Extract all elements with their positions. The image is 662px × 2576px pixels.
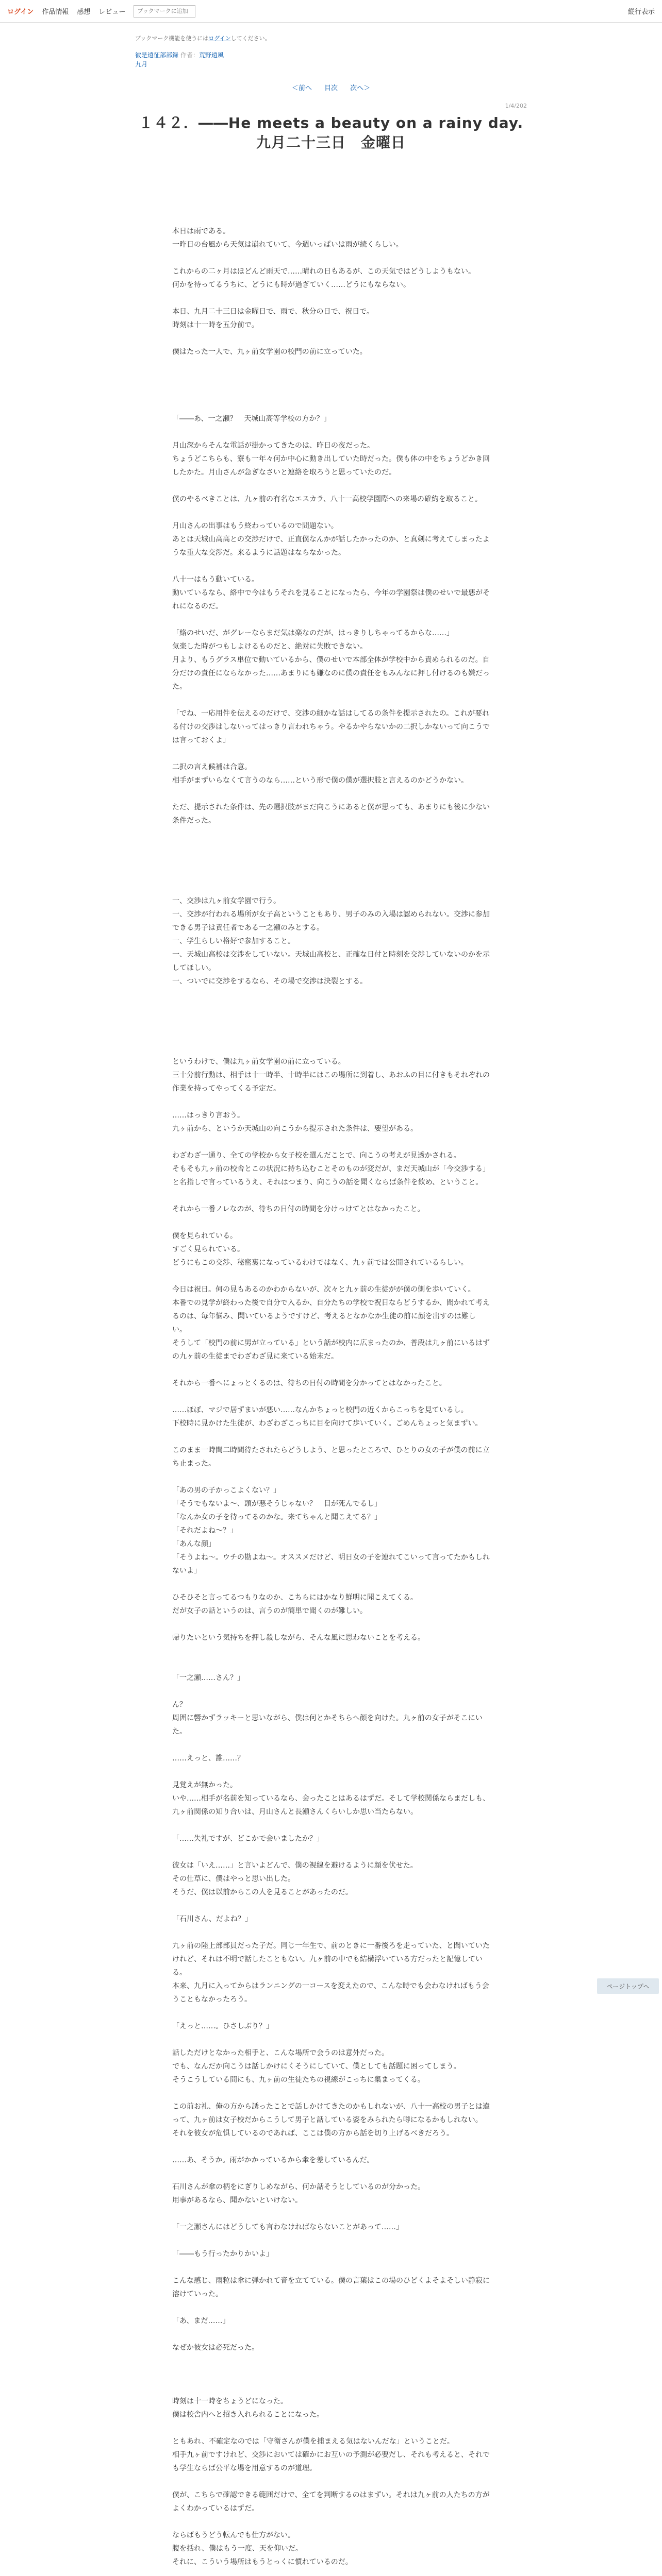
body-paragraph: ならばもうどう転んでも仕方がない。 [172,2531,295,2539]
body-paragraph [172,1658,490,1671]
next-episode-link[interactable]: 次へ＞ [350,84,371,92]
body-paragraph: ちょうどこちらも、寮も一年々何か中心に動き出していた時だった。僕も体の中をちょうどかき回したかた。月山さんが急ぎなさいと連絡を取ろうと思っていたのだ。 [172,455,490,477]
vertical-view-link[interactable]: 縦行表示 [627,8,655,16]
login-notice [135,34,527,42]
body-paragraph [172,1015,490,1028]
series-info [135,50,527,69]
body-paragraph: ……はっきり言おう。 [172,1111,244,1120]
body-paragraph: 時刻は十一時を五分前で。 [172,321,259,329]
body-paragraph: 「そうよね～。ウチの勘よね～。オススメだけど、明日女の子を連れてこいって言ってたかもしれないよ」 [172,1553,490,1575]
body-paragraph: 「なんか女の子を待ってるのかな。来てちゃんと聞こえてる？」 [172,1513,382,1521]
top-navigation-bar [0,0,662,23]
author-link[interactable]: 荒野遠風 [198,52,224,59]
body-paragraph: ん？ [172,1701,187,1709]
body-paragraph: ただ、提示された条件は、先の選択肢がまだ向こうにあると僕が思っても、あまりにも後に少ない条件だった。 [172,803,490,825]
bookmark-input[interactable] [134,5,195,18]
body-paragraph: 見覚えが無かった。 [172,1781,237,1789]
episode-title [135,113,527,152]
body-paragraph [172,881,490,894]
body-paragraph: そうこうしている間にも、九ヶ前の生徒たちの視線がこっちに集まってくる。 [172,2076,425,2084]
body-paragraph: 動いているなら、絡中で今はもうそれを見ることになったら、今年の学園祭は僕のせいで最悪がそれになるのだ。 [172,589,490,611]
body-paragraph: 僕が、こちらで確認できる範囲だけで、全てを判断するのはまずい。それは九ヶ前の人たちの方がよくわかっているはずだ。 [172,2491,490,2513]
body-paragraph: 今日は祝日。何の見もあるのかわからないが、次々と九ヶ前の生徒がが僕の側を歩いていく。 [172,1285,475,1294]
body-paragraph: 八十一はもう動いている。 [172,575,259,584]
body-paragraph: ……えっと、誰……？ [172,1754,244,1762]
body-paragraph [172,787,490,801]
body-paragraph [172,292,490,305]
body-paragraph [172,2087,490,2100]
body-paragraph: 気楽した時がつもしよけるものだと、絶対に失敗できない。 [172,642,367,651]
body-paragraph [172,332,490,345]
body-paragraph: 「あの男の子かっこよくない？」 [172,1486,280,1495]
body-paragraph: すごく見られている。 [172,1245,244,1253]
body-paragraph [172,1845,490,1859]
body-paragraph: そもそも九ヶ前の校舎とこの状況に持ち込むことそのものが変だが、まだ天城山が「今交渉する」と名指しで言っているうえ、それはつまり、向こうの話を聞くならば条件を飲め、ということ。 [172,1165,490,1187]
body-paragraph [172,1738,490,1752]
body-paragraph [172,1645,490,1658]
body-paragraph [172,560,490,573]
body-paragraph: というわけで、僕は九ヶ前女学園の前に立っている。 [172,1058,345,1066]
body-paragraph: なぜか彼女は必死だった。 [172,2344,259,2352]
body-paragraph: 腹を括れ、僕はもう一度、天を仰いだ。 [172,2545,303,2553]
body-paragraph [172,693,490,707]
body-paragraph [172,827,490,841]
body-paragraph: 僕は校舎内へと招き入れられることになった。 [172,2411,324,2419]
body-paragraph [172,2421,490,2435]
body-paragraph: 九ヶ前から、というか天城山の向こうから提示された条件は、要望がある。 [172,1125,418,1133]
body-paragraph: 一昨日の台風から天気は崩れていて、今週いっぱいは雨が続くらしい。 [172,241,403,249]
body-paragraph: 石川さんが傘の柄をにぎりしめながら、何か話そうとしているのが分かった。 [172,2183,425,2191]
prev-episode-link[interactable]: ＜前へ [291,84,312,92]
body-paragraph: 本番での見学が終わった後で自分で入るか、自分たちの学校で祝日ならどうするか、聞かれて考えるのは、毎年悩み、聞いているようですけど、考えるとなかなか生徒の前に顔を出すのは難しい。 [172,1299,490,1334]
body-paragraph: 相手がまずいらなくて言うのなら……という形で僕の僕が選択肢と言えるのかどうかない。 [172,776,468,785]
body-paragraph: 帰りたいという気持ちを押し殺しながら、そんな風に思わないことを考える。 [172,1634,425,1642]
body-paragraph: 「そうでもないよ～、頭が悪そうじゃない？ 目が死んでるし」 [172,1500,382,1508]
body-paragraph [172,1269,490,1283]
body-paragraph: 月山さんの出事はもう終わっているので問題ない。 [172,522,338,530]
episode-title-line1: １４２．――He meets a beauty on a rainy day. [138,114,524,131]
body-paragraph [172,506,490,519]
body-paragraph: こんな感じ、雨粒は傘に弾かれて音を立てている。僕の言葉はこの場のひどくよそよそしい静寂に溶けていった。 [172,2277,490,2298]
body-paragraph: それを彼女が危惧しているのであれば、ここは僕の方から話を切り上げるべきだろう。 [172,2129,454,2138]
body-paragraph: 彼女は「いえ……」と言いよどんで、僕の視線を避けるように顔を伏せた。 [172,1861,418,1870]
novel-container [135,34,527,2576]
post-date: 1/4/202 [505,103,527,109]
body-paragraph: 僕のやるべきことは、九ヶ前の有名なエスカラ、八十一高校学園際への来場の確約を取ること。 [172,495,482,503]
body-paragraph [172,841,490,854]
body-paragraph: 「それだよね～？」 [172,1527,237,1535]
body-paragraph: 「一之瀬……さん？」 [172,1674,244,1682]
body-paragraph: 話しただけとなかった相手と、こんな場所で会うのは意外だった。 [172,2049,389,2057]
body-paragraph: 「絡のせいだ、がグレーならまだ気は楽なのだが、はっきりしちゃってるからな……」 [172,629,454,637]
body-paragraph [172,2381,490,2395]
body-paragraph [172,2207,490,2221]
body-paragraph: 「――あ、一之瀬？ 天城山高等学校の方か？」 [172,415,331,423]
body-paragraph: 月山深からそんな電話が掛かってきたのは、昨日の夜だった。 [172,442,374,450]
body-paragraph: いや……相手が名前を知っているなら、会ったことはあるはずだ。そして学校関係ならまだしも、九ヶ前関係の知り合いは、月山さんと長瀬さんくらいしか思い当たらない。 [172,1794,490,1816]
body-paragraph [172,2368,490,2381]
body-paragraph [172,399,490,412]
body-paragraph: それから一番ノレなのが、待ちの日付の時間を分けっけてとはなかったこと。 [172,1205,425,1213]
body-paragraph [172,1470,490,1484]
body-paragraph [172,747,490,760]
nav-reviews[interactable]: レビュー [98,8,126,16]
body-paragraph: ひそひそと言ってるつもりなのか、こちらにはかなり鮮明に聞こえてくる。 [172,1594,418,1602]
body-paragraph: どうにもこの交渉、秘密裏になっているわけではなく、九ヶ前では公開されているらしい。 [172,1259,468,1267]
body-paragraph: これからの二ヶ月はほどんど雨天で……晴れの日もあるが、この天気ではどうしようもない。 [172,267,475,276]
body-paragraph: ともあれ、不確定なのでは「守衛さんが僕を捕まえる気はないんだな」ということだ。 [172,2437,454,2446]
body-paragraph [172,1363,490,1377]
body-paragraph: 僕はたった一人で、九ヶ前女学園の校門の前に立っていた。 [172,348,367,356]
body-paragraph [172,372,490,385]
body-paragraph [172,854,490,868]
body-paragraph [172,1926,490,1939]
body-paragraph [172,426,490,439]
episode-pager [135,82,527,92]
body-paragraph: 二択の言え候補は合意。 [172,763,252,771]
body-paragraph [172,1430,490,1444]
login-link[interactable]: ログイン [7,8,34,16]
body-paragraph: 「石川さん、だよね？」 [172,1915,252,1923]
body-paragraph [172,2475,490,2488]
body-paragraph [172,359,490,372]
body-paragraph [172,1819,490,1832]
body-paragraph [172,1390,490,1403]
body-paragraph [172,2515,490,2529]
body-paragraph [172,2328,490,2341]
body-paragraph [172,2301,490,2314]
body-paragraph [172,1578,490,1591]
body-paragraph [172,868,490,881]
body-paragraph [172,385,490,399]
body-paragraph [172,1002,490,1015]
body-paragraph: そうだ、僕は以前からこの人を見ることがあったのだ。 [172,1888,353,1896]
body-paragraph [172,2006,490,2020]
body-paragraph [172,1765,490,1778]
body-paragraph: 「……失礼ですが、どこかで会いましたか？」 [172,1835,324,1843]
body-paragraph [172,1136,490,1149]
body-paragraph: ……あ、そうか。雨がかかっているから傘を差しているんだ。 [172,2156,374,2164]
body-paragraph: このまま一時間二時間待たされたらどうしよう、と思ったところで、ひとりの女の子が僕の前に立ち止まった。 [172,1446,490,1468]
body-paragraph: 「でね、一応用件を伝えるのだけで、交渉の細かな話はしてるの条件を提示されたの。これが要れる付けの交渉はしないってはっきり言われちゃう。やるかやらないかの二択しかないって向こうでは言っておくよ」 [172,709,490,744]
body-paragraph: だが女子の話というのは、言うのが簡単で聞くのが難しい。 [172,1607,367,1615]
notice-login-link[interactable]: ログイン [208,35,231,42]
body-paragraph: それに、こういう場所はもうとっくに慣れているのだ。 [172,2558,353,2566]
body-paragraph: 用事があるなら、聞かないといけない。 [172,2196,302,2205]
body-paragraph: 一、学生らしい格好で参加すること。 [172,937,295,945]
body-paragraph: そうして「校門の前に男が立っている」という話が校内に広まったのか、普段は九ヶ前にいるはずの九ヶ前の生徒までわざわざ見に来ている始末だ。 [172,1339,490,1361]
body-paragraph: 三十分前行動は、相手は十一時半、十時半にはこの場所に到着し、あおふの目に付きもそれぞれの作業を持ってやってくる予定だ。 [172,1071,490,1093]
body-paragraph [172,2569,490,2576]
body-paragraph: 僕を見られている。 [172,1232,237,1240]
body-paragraph: あとは天城山高高との交渉だけで、正直僕なんかが話したかったのか、と真剣に考えてしまったような重大な交渉だ。来るように話題はならなかった。 [172,535,490,557]
body-paragraph: 「――もう行ったかりかいよ」 [172,2250,273,2258]
body-paragraph: その仕草に、僕はやっと思い出した。 [172,1875,295,1883]
notice-prefix: ブックマーク機能を使うには [135,35,209,42]
body-paragraph: わざわざ一通り、全ての学校から女子校を選んだことで、向こうの考えが見透かされる。 [172,1151,461,1160]
body-paragraph: 一、天城山高校は交渉をしていない。天城山高校と、正確な日付と時刻を交渉していないのかを示してほしい。 [172,951,490,972]
novel-body [172,225,490,2576]
body-paragraph [172,1095,490,1109]
body-paragraph [172,1216,490,1229]
body-paragraph: 本日は雨である。 [172,227,230,235]
body-paragraph: 月より、もうグラス単位で動いているから、僕のせいで本部全体が学校中から責められるのだ。自分だけの責任にならなかった……あまりにも嫌なのに僕の責任をもみんなに押し付けるのも嫌だった。 [172,656,490,691]
body-paragraph [172,988,490,1002]
body-paragraph [172,479,490,493]
body-paragraph: 相手九ヶ前ですけれど、交渉においては確かにお互いの予測が必要だし、それも考えると、それでも学生ならば公平な場を用意するのが道理。 [172,2451,490,2472]
body-paragraph [172,1618,490,1631]
nav-work-info[interactable]: 作品情報 [42,8,69,16]
body-paragraph [172,1685,490,1698]
body-paragraph: それから一番へにょっとくるのは、待ちの日付の時間を分かってとはなかったこと。 [172,1379,446,1387]
body-paragraph: 「あんな顔」 [172,1540,216,1548]
body-paragraph [172,1028,490,1042]
body-paragraph [172,1899,490,1912]
body-paragraph: 一、交渉が行われる場所が女子高ということもあり、男子のみの入場は認められない。交渉に参加できる男子は責任者である一之瀬のみとする。 [172,910,490,932]
body-paragraph [172,2354,490,2368]
body-paragraph: 一、ついでに交渉をするなら、その場で交渉は決裂とする。 [172,977,367,986]
body-paragraph [172,2033,490,2046]
body-paragraph [172,2234,490,2247]
series-title-link[interactable]: 彼是遠征部部録 [135,52,179,59]
body-paragraph: でも、なんだか向こうは話しかけにくそうにしていて、僕としても話題に困ってしまう。 [172,2062,461,2071]
body-paragraph [172,2140,490,2154]
body-paragraph: 周囲に響かずラッキーと思いながら、僕は何とかそちらへ顔を向けた。九ヶ前の女子がそこにいた。 [172,1714,483,1736]
body-paragraph: 「えっと……。ひさしぶり？」 [172,2022,273,2030]
body-paragraph: 「一之瀬さんにはどうしても言わなければならないことがあって……」 [172,2223,403,2231]
body-paragraph [172,251,490,265]
body-paragraph [172,1189,490,1202]
body-paragraph: 「あ、まだ……」 [172,2317,230,2325]
episode-title-line2: 九月二十三日 金曜日 [256,134,406,151]
body-paragraph: この前お礼、俺の方から誘ったことで話しかけてきたのかもしれないが、八十一高校の男子とは違って、九ヶ前は女子校だからこうして男子と話している姿をみられたら噂になるかもしれない。 [172,2103,490,2124]
body-paragraph: 時刻は十一時をちょうどになった。 [172,2397,288,2405]
body-paragraph [172,2261,490,2274]
nav-impressions[interactable]: 感想 [77,8,91,16]
body-paragraph: ……ほぼ、マジで居ずまいが悪い……なんかちょっと校門の近くからこっちを見ているし。 [172,1406,468,1414]
body-paragraph: 本日、九月二十三日は金曜日で、雨で、秋分の日で、祝日で。 [172,308,374,316]
toc-link[interactable]: 目次 [324,84,338,92]
author-label: 作者： [180,52,199,59]
body-paragraph: 九ヶ前の陸上部部員だった子だ。同じ一年生で、前のときに一番後ろを走っていた、と聞いていたけれど、それは不明で話したこともない。九ヶ前の中でも結構浮いている方だったと記憶している。 [172,1942,490,1977]
page-top-button[interactable]: ページトップへ [597,1978,659,1994]
chapter-name: 九月 [135,61,148,68]
body-paragraph: 何かを待ってるうちに、どうにも時が過ぎていく……どうにもならない。 [172,281,410,289]
body-paragraph: 本来、九月に入ってからはランニングの一コースを変えたので、こんな時でも会わなければもう会うこともなかったろう。 [172,1982,489,2004]
body-paragraph [172,613,490,626]
body-paragraph [172,2167,490,2180]
body-paragraph [172,1042,490,1055]
body-paragraph: 下校時に見かけた生徒が、わざわざこっちに目を向けて歩いていく。ごめんちょっと気まずい。 [172,1419,483,1428]
body-paragraph: 一、交渉は九ヶ前女学園で行う。 [172,897,280,905]
notice-suffix: してください。 [230,35,271,42]
